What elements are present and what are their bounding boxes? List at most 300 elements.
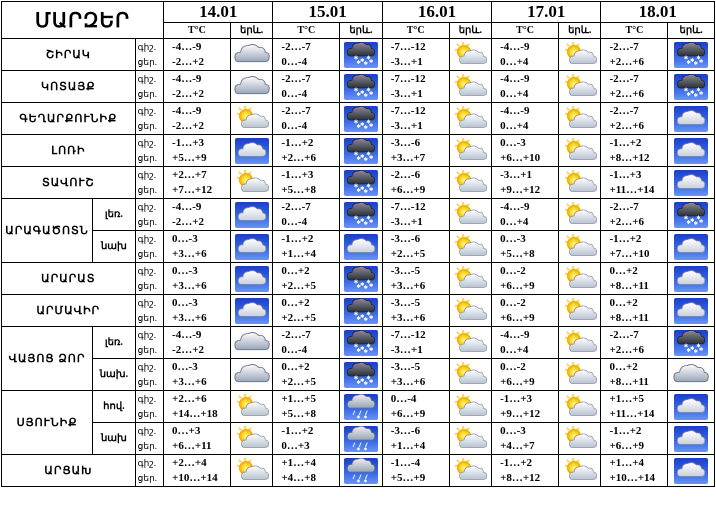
night-temperature: 0…+2 <box>609 360 638 373</box>
night-temperature: -1…+3 <box>500 392 533 405</box>
day-temperature: +3…+6 <box>172 279 207 292</box>
region-part: նախ <box>93 231 136 263</box>
svg-text:✱: ✱ <box>360 345 365 352</box>
svg-text:✱: ✱ <box>699 346 704 353</box>
sun-cloud-icon <box>559 425 601 453</box>
night-temperature: -1…+2 <box>281 424 314 437</box>
time-of-day-labels <box>135 167 163 199</box>
night-temperature: -3…-5 <box>390 264 421 277</box>
temperature-cell <box>273 71 340 103</box>
sun-cloud-icon <box>231 457 273 485</box>
temperature-cell <box>164 295 231 327</box>
svg-text:✱: ✱ <box>363 92 369 99</box>
day-temperature: 0…-4 <box>281 87 308 100</box>
table-row <box>2 423 715 455</box>
temperature-cell <box>164 263 231 295</box>
region-name: ԱՐԱԳԱԾՈՏՆ <box>2 199 93 263</box>
sun-cloud-icon <box>450 425 492 453</box>
svg-text:✱: ✱ <box>366 374 371 381</box>
time-of-day-labels <box>135 423 163 455</box>
night-temperature: +1…+4 <box>609 456 645 469</box>
weather-icon-cell <box>449 71 492 103</box>
weather-icon-cell <box>230 327 273 359</box>
snow-dark-icon <box>340 106 382 132</box>
temperature-cell <box>601 199 668 231</box>
day-temperature: +9…+12 <box>500 407 541 420</box>
sun-cloud-icon <box>559 393 601 421</box>
svg-text:✱: ✱ <box>686 59 692 66</box>
day-label: ցեր. <box>137 408 158 419</box>
svg-text:✱: ✱ <box>366 54 371 61</box>
day-temperature: +14…+18 <box>172 407 218 420</box>
day-temperature: +9…+12 <box>500 183 541 196</box>
night-temperature: -1…+2 <box>609 136 642 149</box>
weather-icon-cell <box>340 103 383 135</box>
svg-text:✱: ✱ <box>353 54 359 61</box>
temperature-cell <box>382 455 449 487</box>
svg-text:✱: ✱ <box>363 380 369 387</box>
night-temperature: -1…+2 <box>609 424 642 437</box>
svg-text:✱: ✱ <box>369 218 374 225</box>
temperature-cell <box>601 71 668 103</box>
weather-icon-cell <box>340 199 383 231</box>
sun-cloud-icon <box>559 201 601 229</box>
day-temperature: +5…+8 <box>281 407 316 420</box>
weather-icon-cell <box>558 231 601 263</box>
svg-text:✱: ✱ <box>363 220 369 227</box>
forecast-body <box>2 39 715 487</box>
weather-icon-cell <box>340 231 383 263</box>
cloud-icon <box>668 362 714 388</box>
temperature-cell <box>601 103 668 135</box>
night-label: գիշ. <box>137 137 157 148</box>
night-label: գիշ. <box>137 329 157 340</box>
table-row <box>2 135 715 167</box>
weather-icon-cell <box>668 135 715 167</box>
weather-icon-cell <box>668 199 715 231</box>
sun-cloud-icon <box>450 73 492 101</box>
temperature-cell <box>164 103 231 135</box>
sun-cloud-icon <box>450 297 492 325</box>
weather-icon-cell <box>449 231 492 263</box>
day-temperature: +3…+6 <box>390 375 426 388</box>
temperature-cell <box>273 391 340 423</box>
region-name: ԿՈՏԱՅՔ <box>2 71 136 103</box>
cloud-blue-icon <box>340 234 382 260</box>
date-header: 17.01 <box>492 2 601 23</box>
day-temperature: +5…+8 <box>281 183 316 196</box>
night-temperature: 0…+2 <box>609 264 638 277</box>
svg-text:✱: ✱ <box>353 374 359 381</box>
svg-text:✱: ✱ <box>369 282 374 289</box>
sun-cloud-icon <box>559 105 601 133</box>
day-temperature: -2…+2 <box>172 215 204 228</box>
time-of-day-labels <box>135 263 163 295</box>
night-temperature: 0…-2 <box>500 360 526 373</box>
svg-text:✱: ✱ <box>690 345 695 352</box>
weather-icon-cell <box>558 167 601 199</box>
svg-text:✱: ✱ <box>356 187 362 194</box>
weather-icon-cell <box>230 71 273 103</box>
temperature-cell <box>382 39 449 71</box>
sun-cloud-icon <box>231 425 273 453</box>
night-label: գիշ. <box>137 265 157 276</box>
rain-snow-icon <box>340 458 382 484</box>
temperature-cell <box>382 103 449 135</box>
cloud-blue-icon <box>668 170 714 196</box>
night-label: գիշ. <box>137 297 157 308</box>
night-temperature: -3…-5 <box>390 360 421 373</box>
svg-text:✱: ✱ <box>353 182 359 189</box>
time-of-day-labels <box>135 455 163 487</box>
weather-icon-cell <box>340 71 383 103</box>
day-temperature: -3…+1 <box>390 215 423 228</box>
svg-text:✱: ✱ <box>353 118 359 125</box>
temperature-cell <box>492 167 559 199</box>
snow-dark-icon <box>340 170 382 196</box>
day-temperature: +2…+5 <box>390 247 426 260</box>
night-temperature: -1…+3 <box>172 136 204 149</box>
svg-text:✱: ✱ <box>369 378 374 385</box>
weather-icon-cell <box>340 135 383 167</box>
weather-icon-cell <box>558 39 601 71</box>
day-temperature: +2…+6 <box>609 119 645 132</box>
weather-icon-cell <box>230 135 273 167</box>
day-temperature: +3…+7 <box>390 151 426 164</box>
snow-dark-icon <box>668 202 714 228</box>
time-of-day-labels <box>135 71 163 103</box>
day-temperature: +1…+4 <box>281 247 316 260</box>
day-temperature: +4…+8 <box>281 471 316 484</box>
night-temperature: -3…+1 <box>500 168 533 181</box>
svg-text:✱: ✱ <box>356 379 362 386</box>
sun-cloud-icon <box>231 393 273 421</box>
day-label: ցեր. <box>137 120 158 131</box>
night-temperature: -7…-12 <box>390 40 426 53</box>
day-temperature: +6…+9 <box>500 311 535 324</box>
weather-column-label: երև. <box>668 23 715 39</box>
day-temperature: +6…+9 <box>500 279 535 292</box>
weather-icon-cell <box>340 327 383 359</box>
sun-cloud-icon <box>559 169 601 197</box>
night-temperature: -1…+3 <box>281 168 314 181</box>
day-temperature: +1…+4 <box>390 439 426 452</box>
night-temperature: -4…-9 <box>500 328 530 341</box>
day-temperature: +6…+9 <box>390 183 426 196</box>
weather-icon-cell <box>230 423 273 455</box>
snow-dark-icon <box>340 330 382 356</box>
page-title: ՄԱՐԶԵՐ <box>2 2 164 39</box>
temperature-cell <box>273 231 340 263</box>
date-header: 18.01 <box>601 2 715 23</box>
date-header: 14.01 <box>164 2 273 23</box>
day-temperature: +6…+9 <box>500 375 535 388</box>
svg-text:✱: ✱ <box>369 58 374 65</box>
temperature-cell <box>164 135 231 167</box>
table-row <box>2 295 715 327</box>
temperature-cell <box>164 359 231 391</box>
table-row <box>2 39 715 71</box>
day-temperature: +7…+12 <box>172 183 213 196</box>
temperature-cell <box>273 199 340 231</box>
day-temperature: +2…+6 <box>609 87 645 100</box>
weather-icon-cell <box>230 231 273 263</box>
night-temperature: -1…+2 <box>281 136 314 149</box>
svg-text:✱: ✱ <box>369 154 374 161</box>
sun-cloud-icon <box>450 41 492 69</box>
svg-text:✱: ✱ <box>699 90 704 97</box>
day-label: ցեր. <box>137 472 158 483</box>
table-row <box>2 327 715 359</box>
temperature-cell <box>492 423 559 455</box>
temperature-cell <box>492 263 559 295</box>
weather-icon-cell <box>340 295 383 327</box>
region-name: ԱՐՑԱԽ <box>2 455 136 487</box>
weather-icon-cell <box>449 423 492 455</box>
night-label: գիշ. <box>137 425 157 436</box>
svg-text:✱: ✱ <box>363 284 369 291</box>
table-row <box>2 455 715 487</box>
weather-icon-cell <box>668 359 715 391</box>
night-temperature: -2…-7 <box>281 40 311 53</box>
cloud-blue-icon <box>231 138 273 164</box>
night-temperature: 0…-3 <box>500 424 526 437</box>
sun-cloud-icon <box>559 329 601 357</box>
day-temperature: +2…+6 <box>281 151 316 164</box>
temperature-cell <box>492 359 559 391</box>
weather-icon-cell <box>449 263 492 295</box>
svg-text:✱: ✱ <box>356 123 362 130</box>
temperature-cell <box>164 167 231 199</box>
table-row <box>2 391 715 423</box>
temperature-cell <box>164 423 231 455</box>
svg-text:✱: ✱ <box>684 86 689 93</box>
day-temperature: +2…+5 <box>281 375 316 388</box>
night-label: գիշ. <box>137 457 157 468</box>
table-row <box>2 71 715 103</box>
weather-icon-cell <box>449 103 492 135</box>
sun-cloud-icon <box>559 361 601 389</box>
date-header: 16.01 <box>382 2 491 23</box>
day-label: ցեր. <box>137 56 158 67</box>
night-temperature: -4…-9 <box>172 328 202 341</box>
night-temperature: -4…-9 <box>172 200 202 213</box>
temp-column-label: T°C <box>492 23 559 39</box>
weather-icon-cell <box>558 135 601 167</box>
day-temperature: +10…+14 <box>172 471 218 484</box>
svg-text:✱: ✱ <box>363 479 368 484</box>
svg-text:✱: ✱ <box>366 150 371 157</box>
weather-icon-cell <box>230 391 273 423</box>
svg-text:✱: ✱ <box>363 124 369 131</box>
weather-icon-cell <box>230 455 273 487</box>
weather-icon-cell <box>230 103 273 135</box>
svg-text:✱: ✱ <box>360 185 365 192</box>
svg-text:✱: ✱ <box>356 447 361 452</box>
weather-icon-cell <box>340 359 383 391</box>
day-temperature: -3…+1 <box>390 119 423 132</box>
temperature-cell <box>601 295 668 327</box>
temperature-cell <box>273 295 340 327</box>
svg-text:✱: ✱ <box>690 89 695 96</box>
rain-snow-icon <box>340 426 382 452</box>
svg-text:✱: ✱ <box>684 214 689 221</box>
sun-cloud-icon <box>559 457 601 485</box>
temperature-cell <box>382 423 449 455</box>
night-temperature: -1…+2 <box>609 232 642 245</box>
day-temperature: -3…+1 <box>390 87 423 100</box>
svg-text:✱: ✱ <box>356 479 361 484</box>
night-temperature: -1…+2 <box>281 232 314 245</box>
svg-text:✱: ✱ <box>356 347 362 354</box>
night-temperature: 0…-3 <box>500 232 526 245</box>
temperature-cell <box>492 39 559 71</box>
night-temperature: 0…-3 <box>172 232 198 245</box>
weather-icon-cell <box>230 263 273 295</box>
svg-text:✱: ✱ <box>356 59 362 66</box>
snow-dark-icon <box>340 298 382 324</box>
temperature-cell <box>273 455 340 487</box>
day-temperature: +6…+9 <box>390 407 426 420</box>
temperature-cell <box>164 39 231 71</box>
weather-icon-cell <box>668 71 715 103</box>
temperature-cell <box>492 231 559 263</box>
svg-text:✱: ✱ <box>369 346 374 353</box>
svg-text:✱: ✱ <box>353 86 359 93</box>
cloud-blue-icon <box>668 266 714 292</box>
temperature-cell <box>164 455 231 487</box>
temperature-cell <box>601 263 668 295</box>
sun-cloud-icon <box>559 297 601 325</box>
table-row <box>2 199 715 231</box>
temperature-cell <box>601 231 668 263</box>
day-temperature: +5…+9 <box>172 151 207 164</box>
sun-cloud-icon <box>231 105 273 133</box>
temperature-cell <box>492 295 559 327</box>
svg-text:✱: ✱ <box>363 156 369 163</box>
night-label: գիշ. <box>137 201 157 212</box>
rain-snow-icon <box>340 394 382 420</box>
weather-icon-cell <box>668 103 715 135</box>
svg-text:✱: ✱ <box>699 218 704 225</box>
snow-dark-icon <box>668 74 714 100</box>
day-temperature: 0…-4 <box>281 55 308 68</box>
day-temperature: +5…+9 <box>390 471 426 484</box>
weather-column-label: երև. <box>558 23 601 39</box>
cloud-blue-icon <box>668 458 714 484</box>
night-temperature: -2…-7 <box>609 200 639 213</box>
day-temperature: +3…+6 <box>172 375 207 388</box>
sun-cloud-icon <box>450 457 492 485</box>
cloud-blue-icon <box>231 234 273 260</box>
weather-icon-cell <box>340 39 383 71</box>
day-temperature: +7…+10 <box>609 247 650 260</box>
day-label: ցեր. <box>137 248 158 259</box>
weather-icon-cell <box>668 327 715 359</box>
svg-text:✱: ✱ <box>693 92 699 99</box>
night-temperature: -2…-7 <box>281 200 311 213</box>
night-temperature: -4…-9 <box>172 72 202 85</box>
temperature-cell <box>382 71 449 103</box>
region-part: նախ <box>93 423 136 455</box>
weather-icon-cell <box>558 295 601 327</box>
svg-text:✱: ✱ <box>690 57 695 64</box>
temp-column-label: T°C <box>164 23 231 39</box>
night-temperature: +1…+4 <box>281 456 316 469</box>
svg-text:✱: ✱ <box>360 121 365 128</box>
weather-icon-cell <box>449 455 492 487</box>
day-label: ցեր. <box>137 312 158 323</box>
svg-text:✱: ✱ <box>366 310 371 317</box>
temperature-cell <box>601 39 668 71</box>
night-temperature: -2…-6 <box>390 168 421 181</box>
night-label: գիշ. <box>137 41 157 52</box>
weather-icon-cell <box>558 327 601 359</box>
sun-cloud-icon <box>450 105 492 133</box>
day-temperature: +2…+6 <box>609 55 645 68</box>
day-temperature: 0…-4 <box>281 215 308 228</box>
night-temperature: 0…-2 <box>500 264 526 277</box>
sun-cloud-icon <box>450 233 492 261</box>
temperature-cell <box>601 359 668 391</box>
time-of-day-labels <box>135 39 163 71</box>
cloud-blue-icon <box>668 234 714 260</box>
day-temperature: +11…+14 <box>609 407 655 420</box>
night-temperature: -7…-12 <box>390 104 426 117</box>
svg-text:✱: ✱ <box>356 155 362 162</box>
night-temperature: +2…+6 <box>172 392 207 405</box>
temperature-cell <box>382 231 449 263</box>
svg-text:✱: ✱ <box>363 60 369 67</box>
temperature-cell <box>382 167 449 199</box>
svg-text:✱: ✱ <box>696 86 701 93</box>
weather-icon-cell <box>558 455 601 487</box>
region-name: ԱՐԱՐԱՏ <box>2 263 136 295</box>
day-temperature: 0…+4 <box>500 215 529 228</box>
night-temperature: -1…+2 <box>500 456 533 469</box>
day-temperature: +2…+5 <box>281 279 316 292</box>
temperature-cell <box>273 39 340 71</box>
svg-text:✱: ✱ <box>363 188 369 195</box>
day-label: ցեր. <box>137 88 158 99</box>
cloud-blue-icon <box>231 298 273 324</box>
day-temperature: -2…+2 <box>172 119 204 132</box>
weather-icon-cell <box>449 167 492 199</box>
time-of-day-labels <box>135 231 163 263</box>
night-temperature: +2…+7 <box>172 168 207 181</box>
snow-dark-icon <box>668 42 714 68</box>
sun-cloud-icon <box>450 201 492 229</box>
temperature-cell <box>164 391 231 423</box>
temperature-cell <box>273 135 340 167</box>
svg-text:✱: ✱ <box>693 348 699 355</box>
night-temperature: 0…+3 <box>172 424 201 437</box>
day-label: ցեր. <box>137 344 158 355</box>
svg-text:✱: ✱ <box>369 314 374 321</box>
night-temperature: 0…+2 <box>281 360 310 373</box>
sun-cloud-icon <box>231 169 273 197</box>
weather-icon-cell <box>230 167 273 199</box>
night-temperature: -2…-7 <box>281 72 311 85</box>
region-name: ՎԱՅՈՑ ՁՈՐ <box>2 327 93 391</box>
svg-text:✱: ✱ <box>686 347 692 354</box>
night-temperature: -3…-6 <box>390 232 421 245</box>
temperature-cell <box>382 135 449 167</box>
weather-icon-cell <box>449 295 492 327</box>
sun-cloud-icon <box>559 73 601 101</box>
region-name: ՍՅՈՒՆԻՔ <box>2 391 93 455</box>
weather-icon-cell <box>558 199 601 231</box>
